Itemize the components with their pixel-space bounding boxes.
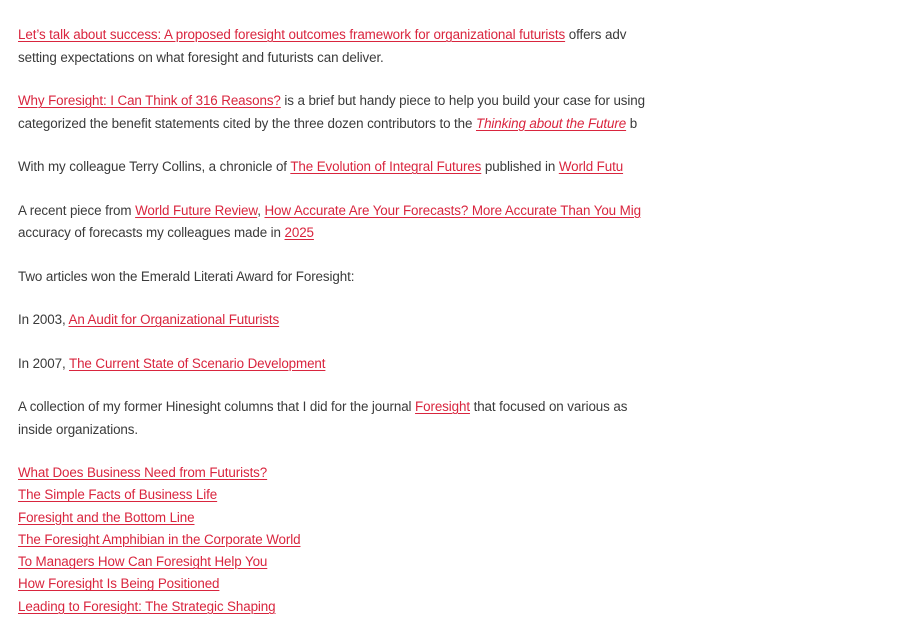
page-content — [18, 24, 918, 618]
link-column-strategic-shaping[interactable]: Leading to Foresight: The Strategic Shaping — [18, 598, 276, 614]
text-offers: offers adv — [565, 27, 627, 42]
link-how-accurate-forecasts[interactable]: How Accurate Are Your Forecasts? More Accurate Than You Mig — [264, 202, 641, 218]
link-world-future-review[interactable]: World Future Review — [135, 202, 258, 218]
list-item — [18, 507, 918, 529]
text-recent-piece: A recent piece from — [18, 202, 136, 218]
link-evolution-integral-futures[interactable]: The Evolution of Integral Futures — [290, 159, 482, 174]
paragraph-2007-scenario — [18, 353, 918, 376]
link-thinking-about-the-future[interactable]: Thinking about the Future — [475, 115, 627, 131]
link-why-foresight[interactable]: Why Foresight: I Can Think of 316 Reasons? — [18, 93, 281, 108]
link-column-positioned[interactable]: How Foresight Is Being Positioned — [18, 576, 220, 592]
paragraph-forecast-accuracy — [18, 200, 918, 245]
link-column-simple-facts[interactable]: The Simple Facts of Business Life — [18, 487, 218, 503]
text-trailing-b: b — [626, 115, 638, 131]
paragraph-2003-audit — [18, 309, 918, 332]
list-item — [18, 462, 918, 484]
text-brief-piece: is a brief but handy piece to help you build your case for using — [280, 93, 645, 108]
paragraph-why-foresight — [18, 90, 918, 135]
link-audit-organizational-futurists[interactable]: An Audit for Organizational Futurists — [68, 312, 280, 327]
text-accuracy-of-forecasts: accuracy of forecasts my colleagues made in — [18, 225, 285, 240]
list-item — [18, 573, 918, 595]
text-literati-award: Two articles won the Emerald Literati Award for Foresight: — [18, 268, 355, 284]
paragraph-literati-award — [18, 266, 918, 289]
text-published-in: published in — [481, 159, 559, 174]
paragraph-integral-futures — [18, 156, 918, 179]
link-column-foresight-amphibian[interactable]: The Foresight Amphibian in the Corporate World — [18, 531, 301, 547]
text-collection-columns: A collection of my former Hinesight columns that I did for the journal — [18, 399, 416, 414]
text-setting-expectations: setting expectations on what foresight and futurists can deliver. — [18, 49, 384, 65]
text-focused-on: that focused on various as — [469, 399, 628, 414]
paragraph-success-framework — [18, 24, 918, 69]
link-foresight-journal[interactable]: Foresight — [415, 399, 470, 414]
list-item — [18, 551, 918, 573]
text-terry-collins: With my colleague Terry Collins, a chronicle of — [18, 159, 291, 174]
link-current-state-scenario[interactable]: The Current State of Scenario Development — [68, 355, 326, 371]
text-comma: , — [257, 202, 265, 218]
link-2025[interactable]: 2025 — [284, 225, 314, 240]
link-column-bottom-line[interactable]: Foresight and the Bottom Line — [18, 509, 195, 525]
text-in-2003: In 2003, — [18, 312, 69, 327]
list-item — [18, 529, 918, 551]
text-in-2007: In 2007, — [18, 355, 69, 371]
link-column-to-managers[interactable]: To Managers How Can Foresight Help You — [18, 554, 268, 570]
list-item — [18, 484, 918, 506]
paragraph-hinesight-columns — [18, 396, 918, 441]
link-success-framework[interactable]: Let’s talk about success: A proposed foresight outcomes framework for organizational futurists — [18, 27, 566, 42]
list-item — [18, 596, 918, 618]
text-inside-organizations: inside organizations. — [18, 421, 138, 437]
link-column-business-need[interactable]: What Does Business Need from Futurists? — [18, 465, 268, 480]
columns-list — [18, 462, 918, 618]
link-world-futures[interactable]: World Futu — [558, 159, 624, 174]
text-categorized: categorized the benefit statements cited by the three dozen contributors to the — [18, 115, 476, 131]
